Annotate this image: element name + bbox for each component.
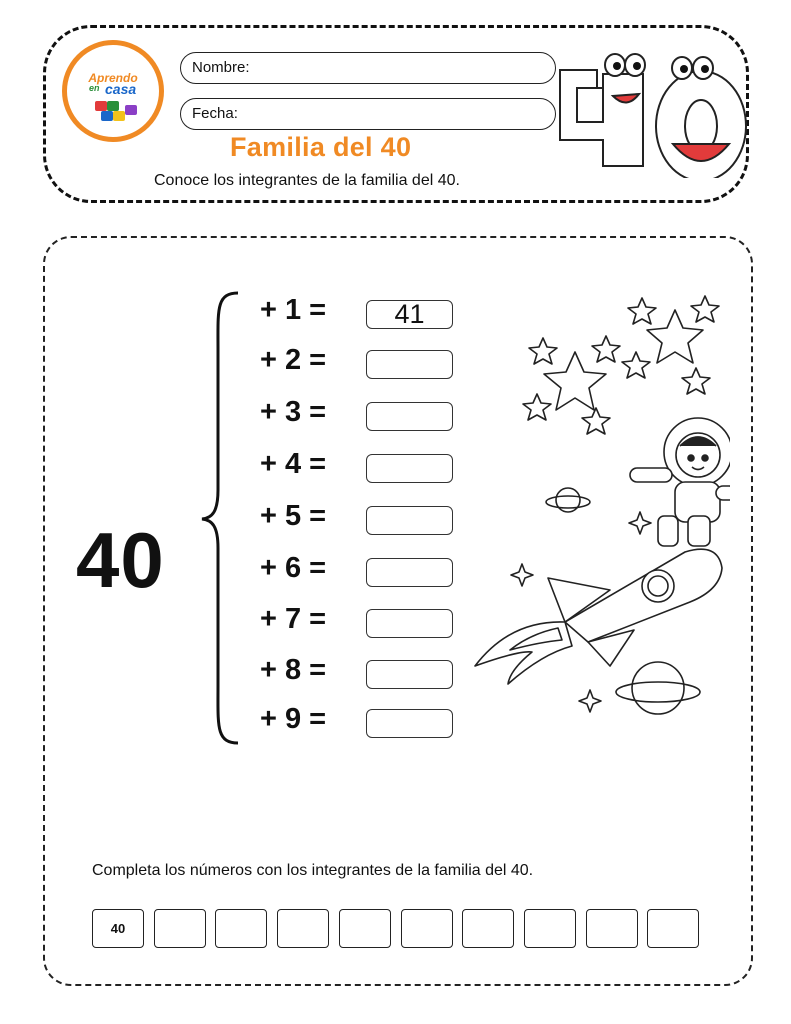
answer-box[interactable] [366,506,453,535]
logo-line1: Aprendo [88,71,138,85]
base-number: 40 [76,516,165,604]
answer-box[interactable] [366,454,453,483]
answer-box[interactable] [366,402,453,431]
sequence-cell[interactable] [339,909,391,948]
sequence-instruction: Completa los números con los integrantes de la familia del 40. [92,862,534,879]
equation-label: + 7 = [260,603,327,635]
equation-label: + 9 = [260,703,327,735]
equation-label: + 3 = [260,396,327,428]
equation-label: + 1 = [260,294,327,326]
sequence-cell[interactable]: 40 [92,909,144,948]
equation-label: + 6 = [260,552,327,584]
name-label: Nombre: [192,59,250,76]
sequence-cell[interactable] [647,909,699,948]
date-label: Fecha: [192,105,238,122]
answer-box[interactable]: 41 [366,300,453,329]
sequence-cell[interactable] [462,909,514,948]
equation-label: + 8 = [260,654,327,686]
equation-label: + 4 = [260,448,327,480]
page-title: Familia del 40 [230,132,412,162]
answer-box[interactable] [366,709,453,738]
sequence-cell[interactable] [401,909,453,948]
curly-brace [196,290,242,746]
logo-line3: casa [105,81,137,97]
answer-box[interactable] [366,350,453,379]
aprendo-en-casa-logo [62,40,164,142]
name-field[interactable] [180,52,556,84]
date-field[interactable] [180,98,556,130]
equation-label: + 5 = [260,500,327,532]
sequence-cell[interactable] [215,909,267,948]
number-40-mascot-icon [555,48,750,178]
astronaut-rocket-icon [470,290,730,720]
logo-line2: en [89,83,100,93]
answer-box[interactable] [366,660,453,689]
answer-box[interactable] [366,558,453,587]
sequence-cell[interactable] [154,909,206,948]
page-subtitle: Conoce los integrantes de la familia del 40. [154,172,460,189]
sequence-cell[interactable] [524,909,576,948]
equation-label: + 2 = [260,344,327,376]
answer-box[interactable] [366,609,453,638]
sequence-cell[interactable] [586,909,638,948]
sequence-cell[interactable] [277,909,329,948]
